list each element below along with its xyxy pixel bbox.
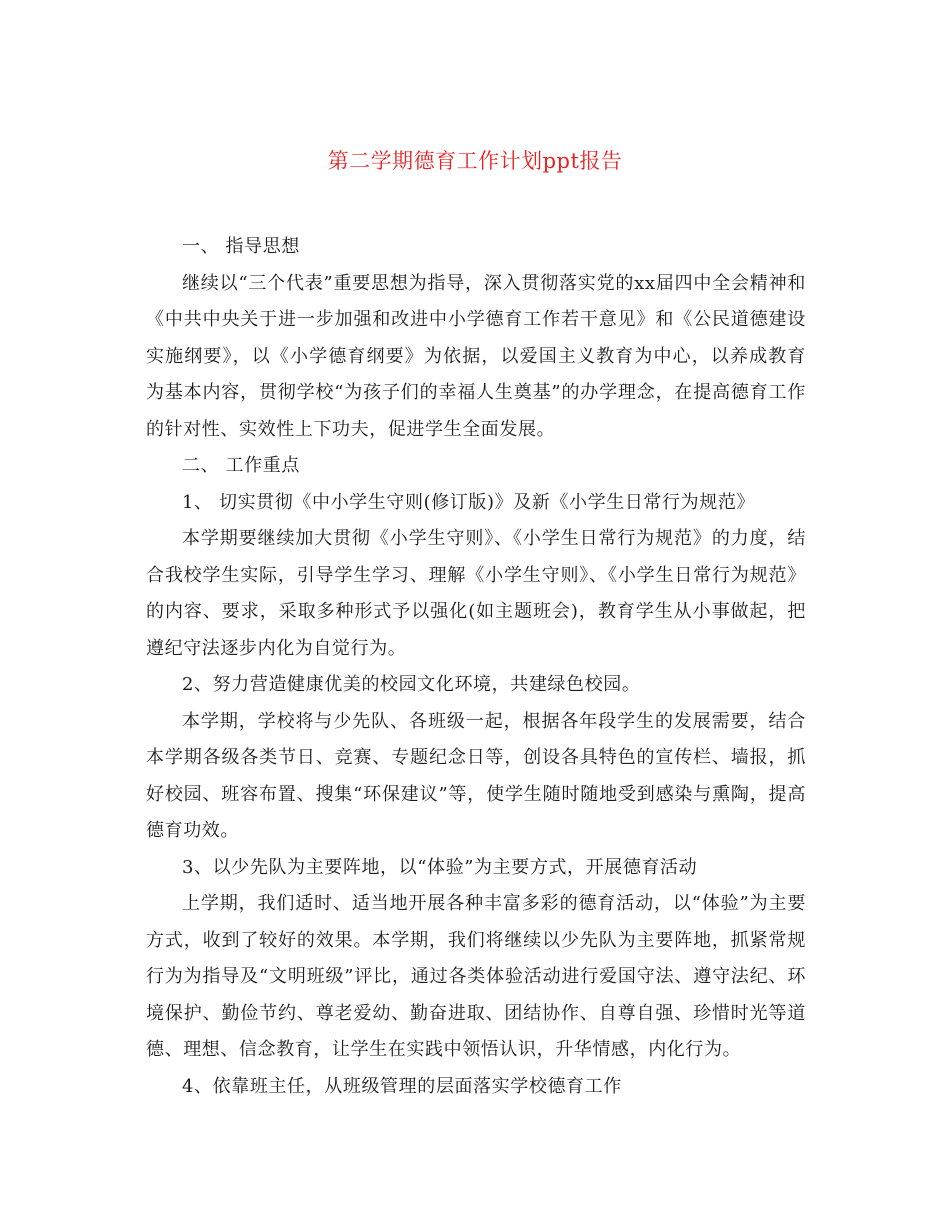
paragraph-item-3: 上学期，我们适时、适当地开展各种丰富多彩的德育活动，以“体验”为主要方式，收到了较好的效果。本学期，我们将继续以少先队为主要阵地，抓紧常规行为为指导及“文明班级”评比，通过各类体验活动进行爱国守法、遵守法纪、环境保护、勤俭节约、尊老爱幼、勤奋进取、团结协作、自尊自强、珍惜时光等道德、理想、信念教育，让学生在实践中领悟认识，升华情感，内化行为。 [146, 893, 806, 1060]
document-title: 第二学期德育工作计划ppt报告 [327, 149, 623, 173]
subheading-item-3: 3、以少先队为主要阵地，以“体验”为主要方式，开展德育活动 [182, 856, 698, 878]
document-body [146, 229, 806, 1105]
heading-guiding-ideology: 一、 指导思想 [182, 236, 300, 257]
subheading-item-1: 1、 切实贯彻《中小学生守则(修订版)》及新《小学生日常行为规范》 [182, 491, 756, 513]
paragraph-item-2: 本学期，学校将与少先队、各班级一起，根据各年段学生的发展需要，结合本学期各级各类节日、竞赛、专题纪念日等，创设各具特色的宣传栏、墙报，抓好校园、班容布置、搜集“环保建议”等，使学生随时随地受到感染与熏陶，提高德育功效。 [146, 710, 806, 841]
subheading-item-2: 2、努力营造健康优美的校园文化环境，共建绿色校园。 [182, 674, 641, 695]
heading-work-focus: 二、 工作重点 [182, 455, 300, 476]
subheading-item-4: 4、依靠班主任，从班级管理的层面落实学校德育工作 [182, 1075, 622, 1097]
paragraph-guiding-ideology: 继续以“三个代表”重要思想为指导，深入贯彻落实党的xx届四中全会精神和《中共中央关于进一步加强和改进中小学德育工作若干意见》和《公民道德建设实施纲要》，以《小学德育纲要》为依据，以爱国主义教育为中心，以养成教育为基本内容，贯彻学校“为孩子们的幸福人生奠基”的办学理念，在提高德育工作的针对性、实效性上下功夫，促进学生全面发展。 [146, 272, 806, 440]
paragraph-item-1: 本学期要继续加大贯彻《小学生守则》、《小学生日常行为规范》的力度，结合我校学生实际，引导学生学习、理解《小学生守则》、《小学生日常行为规范》的内容、要求，采取多种形式予以强化(如主题班会)，教育学生从小事做起，把遵纪守法逐步内化为自觉行为。 [146, 528, 806, 659]
